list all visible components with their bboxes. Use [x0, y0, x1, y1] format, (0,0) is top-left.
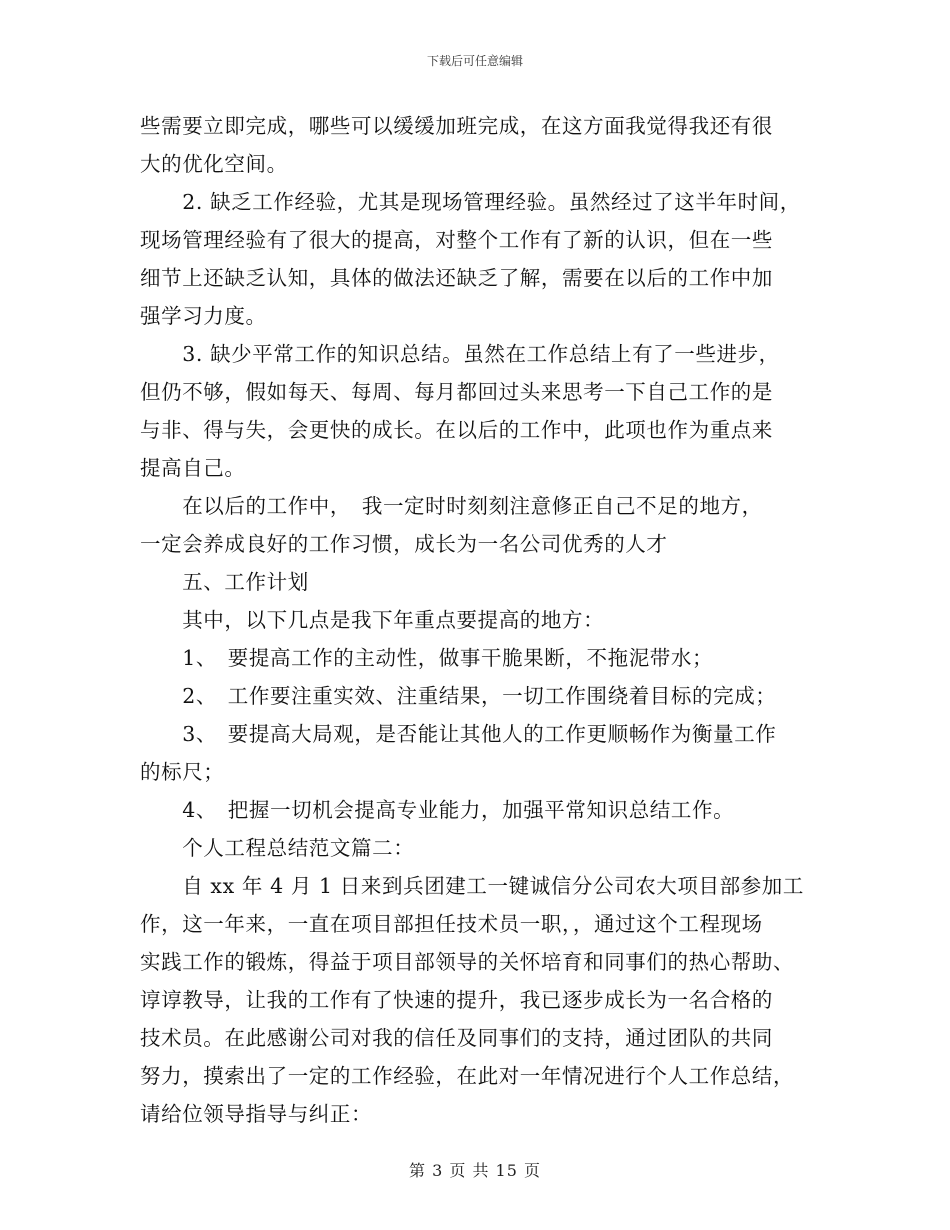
- text-line: 在以后的工作中， 我一定时时刻刻注意修正自己不足的地方，: [140, 494, 763, 518]
- text-line: 努力，摸索出了一定的工作经验，在此对一年情况进行个人工作总结，: [140, 1064, 795, 1088]
- text-line: 但仍不够，假如每天、每周、每月都回过头来思考一下自己工作的是: [140, 380, 773, 404]
- text-line: 1、 要提高工作的主动性，做事干脆果断，不拖泥带水；: [140, 646, 714, 670]
- text-line: 2、 工作要注重实效、注重结果，一切工作围绕着目标的完成；: [140, 684, 777, 708]
- text-line: 谆谆教导，让我的工作有了快速的提升，我已逐步成长为一名合格的: [140, 988, 773, 1012]
- text-line: 4、 把握一切机会提高专业能力，加强平常知识总结工作。: [140, 798, 735, 822]
- text-line: 3. 缺少平常工作的知识总结。虽然在工作总结上有了一些进步，: [140, 342, 780, 366]
- section-heading: 五、工作计划: [140, 570, 309, 594]
- text-line: 请给位领导指导与纠正：: [140, 1102, 373, 1126]
- text-line: 些需要立即完成，哪些可以缓缓加班完成，在这方面我觉得我还有很: [140, 114, 773, 138]
- text-line: 其中，以下几点是我下年重点要提高的地方：: [140, 608, 605, 632]
- text-line: 提高自己。: [140, 456, 246, 480]
- section-heading: 个人工程总结范文篇二：: [140, 836, 415, 860]
- text-line: 作，这一年来，一直在项目部担任技术员一职，，通过这个工程现场: [140, 912, 763, 936]
- text-line: 自 xx 年 4 月 1 日来到兵团建工一键诚信分公司农大项目部参加工: [140, 874, 805, 898]
- text-line: 技术员。在此感谢公司对我的信任及同事们的支持，通过团队的共同: [140, 1026, 773, 1050]
- text-line: 3、 要提高大局观，是否能让其他人的工作更顺畅作为衡量工作: [140, 722, 777, 746]
- text-line: 现场管理经验有了很大的提高，对整个工作有了新的认识，但在一些: [140, 228, 773, 252]
- text-line: 实践工作的锻炼，得益于项目部领导的关怀培育和同事们的热心帮助、: [140, 950, 795, 974]
- text-line: 2. 缺乏工作经验，尤其是现场管理经验。虽然经过了这半年时间，: [140, 190, 801, 214]
- text-line: 的标尺；: [140, 760, 225, 784]
- text-line: 与非、得与失，会更快的成长。在以后的工作中，此项也作为重点来: [140, 418, 773, 442]
- text-line: 强学习力度。: [140, 304, 267, 328]
- text-line: 细节上还缺乏认知，具体的做法还缺乏了解，需要在以后的工作中加: [140, 266, 773, 290]
- text-line: 一定会养成良好的工作习惯，成长为一名公司优秀的人才: [140, 532, 668, 556]
- text-line: 大的优化空间。: [140, 152, 288, 176]
- page-number: 第 3 页 共 15 页: [409, 1161, 541, 1180]
- page-header: 下载后可任意编辑: [426, 54, 523, 68]
